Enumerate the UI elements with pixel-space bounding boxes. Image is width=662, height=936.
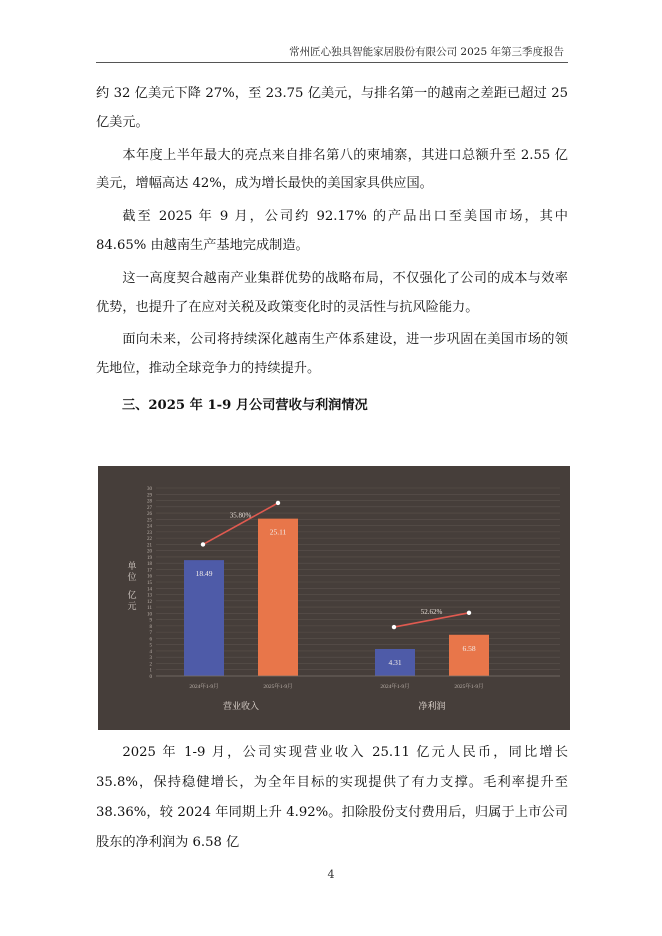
y-tick-label: 4	[149, 649, 152, 655]
paragraph-4: 这一高度契合越南产业集群优势的战略布局，不仅强化了公司的成本与效率优势，也提升了在应对关税及政策变化时的灵活性与抗风险能力。	[96, 270, 568, 315]
growth-label: 52.62%	[420, 607, 443, 616]
y-tick-label: 15	[147, 581, 152, 586]
y-tick-label: 14	[147, 587, 152, 593]
y-tick-label: 23	[147, 530, 152, 536]
y-tick-label: 5	[149, 643, 152, 649]
paragraph-after-chart: 2025 年 1-9 月，公司实现营业收入 25.11 亿元人民币，同比增长 35.8%，保持稳健增长，为全年目标的实现提供了有力支撑。毛利率提升至 38.36%，较 2024 年同期上升 4.92%。扣除股份支付费用后，归属于上市公司股东的净利润为 6.58 亿	[96, 745, 568, 850]
y-tick-label: 8	[149, 624, 152, 630]
y-tick-label: 20	[147, 549, 152, 555]
y-tick-label: 9	[149, 618, 152, 624]
y-tick-label: 2	[149, 662, 152, 668]
bar-value-label: 18.49	[195, 569, 213, 579]
y-tick-label: 1	[149, 668, 152, 674]
growth-point	[201, 542, 205, 546]
revenue-profit-chart	[98, 466, 570, 730]
x-tick-label: 2025年1-9月	[454, 684, 484, 690]
growth-label: 35.80%	[229, 511, 252, 520]
page-number: 4	[327, 868, 335, 881]
x-tick-label: 2025年1-9月	[263, 684, 293, 690]
paragraph-3: 截至 2025 年 9 月，公司约 92.17% 的产品出口至美国市场，其中 84.65% 由越南生产基地完成制造。	[96, 209, 568, 253]
bar	[449, 635, 489, 676]
group-label: 净利润	[418, 701, 446, 711]
y-tick-label: 22	[147, 537, 152, 543]
y-tick-label: 21	[147, 543, 152, 549]
y-tick-label: 30	[147, 487, 152, 492]
y-tick-label: 17	[147, 568, 152, 574]
x-tick-label: 2024年1-9月	[189, 684, 219, 690]
y-axis-title-part: 亿	[127, 590, 137, 600]
group-label: 营业收入	[222, 701, 260, 711]
y-tick-label: 16	[147, 574, 152, 580]
y-tick-label: 11	[147, 606, 152, 612]
y-tick-label: 25	[147, 518, 152, 524]
x-tick-label: 2024年1-9月	[380, 684, 410, 690]
y-tick-label: 26	[147, 512, 152, 518]
y-tick-label: 24	[147, 524, 152, 530]
header-divider	[96, 62, 568, 63]
paragraph-1: 约 32 亿美元下降 27%，至 23.75 亿美元，与排名第一的越南之差距已超过 25 亿美元。	[96, 86, 568, 130]
y-axis-title-part: 位	[127, 572, 137, 582]
y-tick-label: 12	[147, 599, 152, 605]
chart-svg	[98, 466, 570, 730]
page-header: 常州匠心独具智能家居股份有限公司 2025 年第三季度报告	[289, 46, 564, 58]
growth-point	[467, 611, 471, 615]
y-tick-label: 10	[147, 612, 152, 618]
y-tick-label: 28	[147, 499, 152, 505]
paragraph-2: 本年度上半年最大的亮点来自排名第八的柬埔寨，其进口总额升至 2.55 亿美元，增幅高达 42%，成为增长最快的美国家具供应国。	[96, 147, 568, 192]
y-tick-label: 6	[149, 637, 152, 643]
body-text-after-chart	[96, 738, 568, 858]
bar-value-label: 25.11	[269, 527, 287, 537]
paragraph-5: 面向未来，公司将持续深化越南生产体系建设，进一步巩固在美国市场的领先地位，推动全球竞争力的持续提升。	[96, 332, 568, 377]
y-tick-label: 18	[147, 562, 152, 568]
growth-point	[392, 625, 396, 629]
y-tick-label: 3	[149, 656, 152, 662]
y-axis-title-part: 元	[127, 601, 137, 611]
bar-value-label: 4.31	[388, 657, 402, 667]
bar-value-label: 6.58	[462, 643, 476, 653]
y-tick-label: 29	[147, 493, 152, 499]
y-tick-label: 19	[147, 555, 152, 561]
section-title: 三、2025 年 1-9 月公司营收与利润情况	[122, 397, 368, 413]
y-axis-title-part: 单	[127, 561, 137, 571]
y-tick-label: 7	[149, 631, 152, 637]
y-tick-label: 13	[147, 593, 152, 599]
body-text	[96, 80, 568, 421]
growth-point	[276, 501, 280, 505]
y-tick-label: 27	[147, 505, 152, 511]
y-tick-label: 0	[149, 675, 152, 680]
bar	[258, 519, 298, 676]
